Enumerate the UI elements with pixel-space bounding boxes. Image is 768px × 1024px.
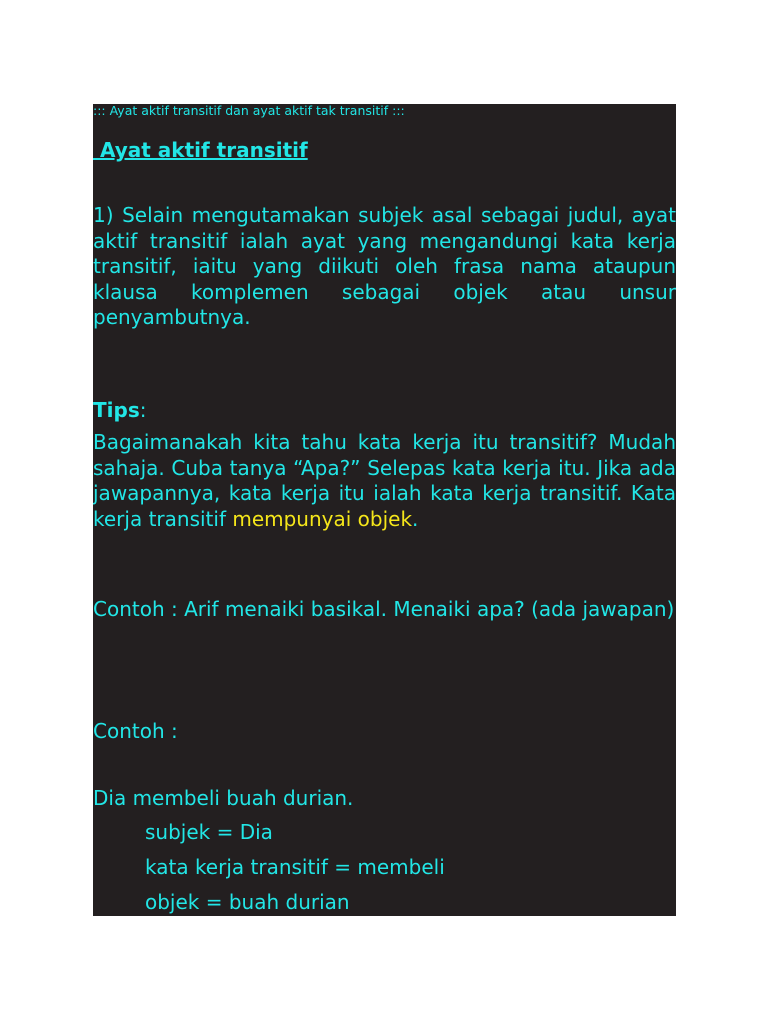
detail-object: objek = buah durian (145, 890, 350, 914)
tips-colon: : (139, 398, 147, 422)
tips-highlight: mempunyai objek (232, 506, 413, 531)
paragraph-definition: 1) Selain mengutamakan subjek asal sebagai judul, ayat aktif transitif ialah ayat yang mengandungi kata kerja transitif, iaitu yang diikuti oleh frasa nama ataupun klausa komplemen sebagai objek atau unsur penyambutnya. (93, 203, 676, 330)
header-breadcrumb: ::: Ayat aktif transitif dan ayat aktif tak transitif ::: (93, 104, 405, 118)
section-heading: Ayat aktif transitif (93, 138, 308, 162)
document-panel (93, 104, 676, 916)
detail-verb: kata kerja transitif = membeli (145, 855, 445, 879)
detail-subject: subjek = Dia (145, 820, 273, 844)
example-sentence: Dia membeli buah durian. (93, 786, 354, 810)
example-label: Contoh : (93, 719, 178, 743)
paragraph-example: Contoh : Arif menaiki basikal. Menaiki apa? (ada jawapan) (93, 597, 675, 621)
paragraph-tips (93, 430, 676, 532)
tips-line (93, 397, 676, 423)
tips-end: . (412, 506, 419, 531)
tips-body: Bagaimanakah kita tahu kata kerja itu transitif? Mudah sahaja. Cuba tanya “Apa?” Selepas kata kerja itu. Jika ada jawapannya, kata kerja itu ialah kata kerja transitif. Kata kerja transitif (93, 430, 676, 531)
tips-label: Tips (93, 398, 140, 422)
